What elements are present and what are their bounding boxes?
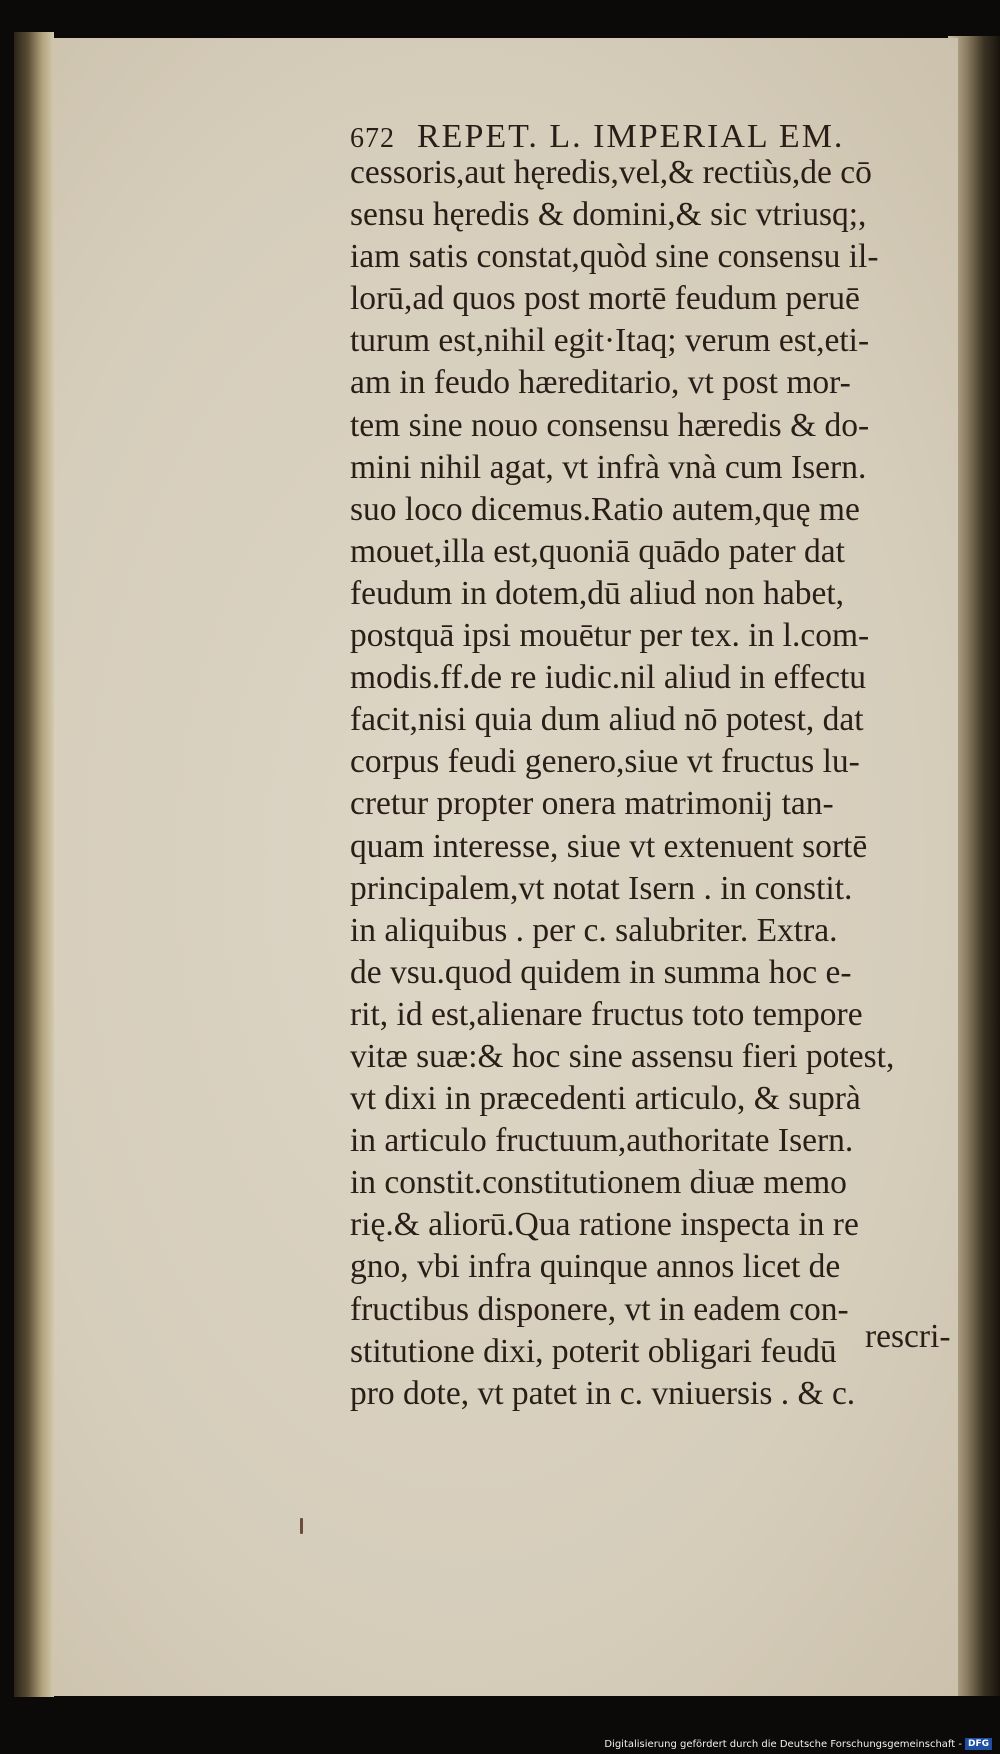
text-line: iam satis constat,quòd sine consensu il- <box>350 238 879 276</box>
running-title: REPET. L. IMPERIAL EM. <box>417 118 845 155</box>
text-line: rię.& aliorū.Qua ratione inspecta in re <box>350 1206 859 1244</box>
text-line: de vsu.quod quidem in summa hoc e- <box>350 953 852 991</box>
ink-mark <box>300 1518 303 1534</box>
credit-text: Digitalisierung gefördert durch die Deutsche Forschungsgemeinschaft - <box>604 1738 962 1750</box>
text-line: vt dixi in præcedenti articulo, & suprà <box>350 1080 861 1118</box>
text-line: lorū,ad quos post mortē feudum peruē <box>350 280 860 318</box>
text-line: modis.ff.de re iudic.nil aliud in effectu <box>350 659 867 697</box>
text-line: in constit.constitutionem diuæ memo <box>350 1164 847 1202</box>
text-line: vitæ suæ:& hoc sine assensu fieri potest, <box>350 1037 895 1075</box>
book-spine-edge <box>14 32 54 1697</box>
body-text <box>350 152 965 1415</box>
text-line: feudum in dotem,dū aliud non habet, <box>350 574 845 612</box>
text-line: pro dote, vt patet in c. vniuersis . & c. <box>350 1374 856 1412</box>
dfg-logo: DFG <box>965 1738 992 1750</box>
text-line: fructibus disponere, vt in eadem con- <box>350 1290 849 1328</box>
text-line: cessoris,aut hęredis,vel,& rectiùs,de cō <box>350 154 872 191</box>
text-line: suo loco dicemus.Ratio autem,quę me <box>350 490 860 528</box>
running-header <box>350 118 940 156</box>
text-line: principalem,vt notat Isern . in constit. <box>350 869 853 907</box>
text-line: postquā ipsi mouētur per tex. in l.com- <box>350 617 870 655</box>
text-line: facit,nisi quia dum aliud nō potest, dat <box>350 701 864 739</box>
text-line: gno, vbi infra quinque annos licet de <box>350 1248 841 1286</box>
text-line: in articulo fructuum,authoritate Isern. <box>350 1122 854 1160</box>
text-line: in aliquibus . per c. salubriter. Extra. <box>350 911 838 949</box>
text-line: am in feudo hæreditario, vt post mor- <box>350 364 851 402</box>
text-line: sensu hęredis & domini,& sic vtriusq;, <box>350 196 867 234</box>
text-line: rit, id est,alienare fructus toto tempore <box>350 995 863 1033</box>
text-line: cretur propter onera matrimonij tan- <box>350 785 834 823</box>
page-number: 672 <box>350 123 395 154</box>
text-line: mouet,illa est,quoniā quādo pater dat <box>350 532 845 570</box>
catchword: rescri- <box>865 1318 951 1355</box>
text-line: mini nihil agat, vt infrà vnà cum Isern. <box>350 448 867 486</box>
text-line: tem sine nouo consensu hæredis & do- <box>350 406 870 444</box>
text-line: stitutione dixi, poterit obligari feudū <box>350 1332 837 1370</box>
digitization-credit <box>604 1738 992 1750</box>
text-line: corpus feudi genero,siue vt fructus lu- <box>350 743 860 781</box>
text-line: turum est,nihil egit·Itaq; verum est,eti- <box>350 322 870 360</box>
text-line: quam interesse, siue vt extenuent sortē <box>350 827 868 865</box>
